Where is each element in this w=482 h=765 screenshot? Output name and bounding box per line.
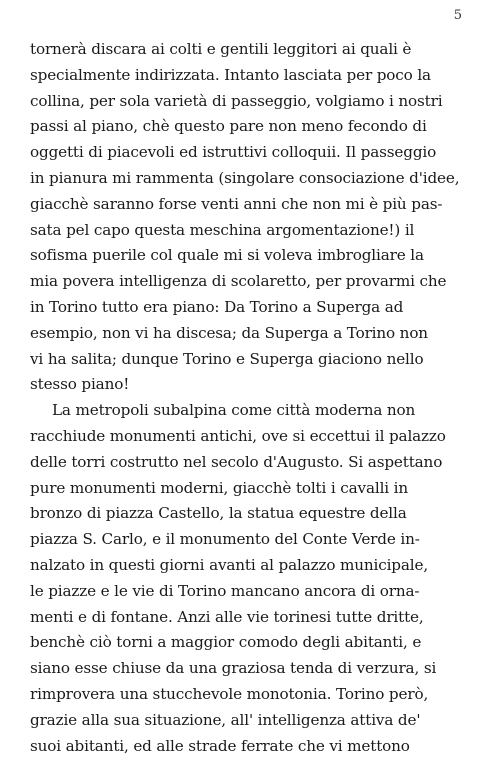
text-line: vi ha salita; dunque Torino e Superga giaciono nello	[30, 349, 424, 368]
text-line: collina, per sola varietà di passeggio, volgiamo i nostri	[30, 91, 443, 110]
text-line: bronzo di piazza Castello, la statua equestre della	[30, 504, 407, 523]
text-line: delle torri costrutto nel secolo d'Augusto. Si aspettano	[30, 452, 443, 471]
text-line: nalzato in questi giorni avanti al palazzo municipale,	[30, 555, 429, 574]
text-line: in pianura mi rammenta (singolare consociazione d'idee,	[30, 168, 460, 187]
text-line: oggetti di piacevoli ed istruttivi colloquii. Il passeggio	[30, 143, 437, 162]
text-line: specialmente indirizzata. Intanto lasciata per poco la	[30, 65, 431, 84]
text-line: siano esse chiuse da una graziosa tenda di verzura, si	[30, 659, 437, 678]
text-line: rimprovera una stucchevole monotonia. Torino però,	[30, 684, 429, 703]
page-number: 5	[453, 8, 462, 23]
text-line: giacchè saranno forse venti anni che non mi è più pas-	[30, 194, 443, 213]
text-line: benchè ciò torni a maggior comodo degli abitanti, e	[30, 633, 422, 652]
text-line: pure monumenti moderni, giacchè tolti i cavalli in	[30, 478, 409, 497]
text-line: le piazze e le vie di Torino mancano ancora di orna-	[30, 581, 420, 600]
text-line: esempio, non vi ha discesa; da Superga a Torino non	[30, 323, 428, 342]
text-line: mia povera intelligenza di scolaretto, per provarmi che	[30, 272, 447, 291]
text-line: suoi abitanti, ed alle strade ferrate che vi mettono	[30, 736, 410, 755]
text-line: stesso piano!	[30, 375, 130, 394]
text-line: passi al piano, chè questo pare non meno fecondo di	[30, 117, 427, 136]
text-line: menti e di fontane. Anzi alle vie torinesi tutte dritte,	[30, 607, 424, 626]
text-line: racchiude monumenti antichi, ove si eccettui il palazzo	[30, 426, 446, 445]
text-line: tornerà discara ai colti e gentili leggitori ai quali è	[30, 40, 412, 58]
text-line: grazie alla sua situazione, all' intelligenza attiva de'	[30, 710, 421, 729]
text-line: in Torino tutto era piano: Da Torino a Superga ad	[30, 297, 404, 316]
paragraph-start-line: La metropoli subalpina come città moderna non	[52, 401, 416, 420]
text-line: piazza S. Carlo, e il monumento del Conte Verde in-	[30, 530, 420, 549]
text-line: sofisma puerile col quale mi si voleva imbrogliare la	[30, 246, 424, 265]
body-text	[30, 37, 460, 759]
text-line: sata pel capo questa meschina argomentazione!) il	[30, 220, 415, 239]
